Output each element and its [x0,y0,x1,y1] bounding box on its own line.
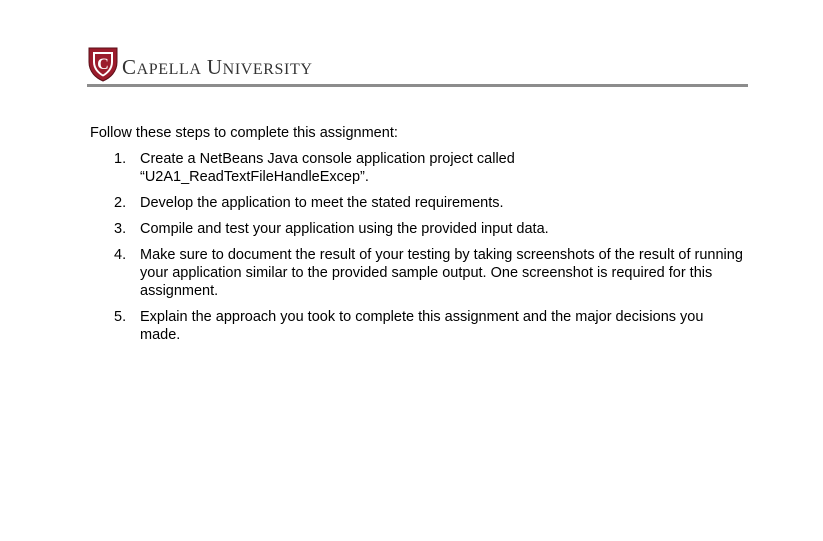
brand-wordmark [122,55,313,80]
instructions-intro: Follow these steps to complete this assignment: [90,125,398,141]
step-number: 1. [114,151,127,167]
step-text: Create a NetBeans Java console application project called “U2A1_ReadTextFileHandleExcep”. [140,151,515,185]
step-text: Make sure to document the result of your testing by taking screenshots of the result of running your application similar to the provided sample output. One screenshot is required for this assignment. [140,247,743,299]
step-text: Compile and test your application using the provided input data. [140,221,549,237]
step-text: Explain the approach you took to complete this assignment and the major decisions you made. [140,309,704,343]
assignment-instructions [90,124,750,352]
brand-second-rest: NIVERSITY [222,61,313,78]
steps-list [90,150,750,344]
list-item [90,194,744,212]
header-divider [87,84,748,87]
brand-first-rest: APELLA [136,61,202,78]
capella-shield-icon [88,46,118,82]
list-item [90,150,744,186]
brand-first-initial: C [122,55,137,79]
list-item [90,246,744,300]
step-number: 4. [114,247,127,263]
brand-second-initial: U [206,55,223,79]
logo-letter: C [97,56,109,73]
step-number: 3. [114,221,127,237]
step-number: 2. [114,195,127,211]
step-number: 5. [114,309,127,325]
page-header [88,46,748,88]
list-item [90,220,744,238]
list-item [90,308,744,344]
step-text: Develop the application to meet the stated requirements. [140,195,504,211]
